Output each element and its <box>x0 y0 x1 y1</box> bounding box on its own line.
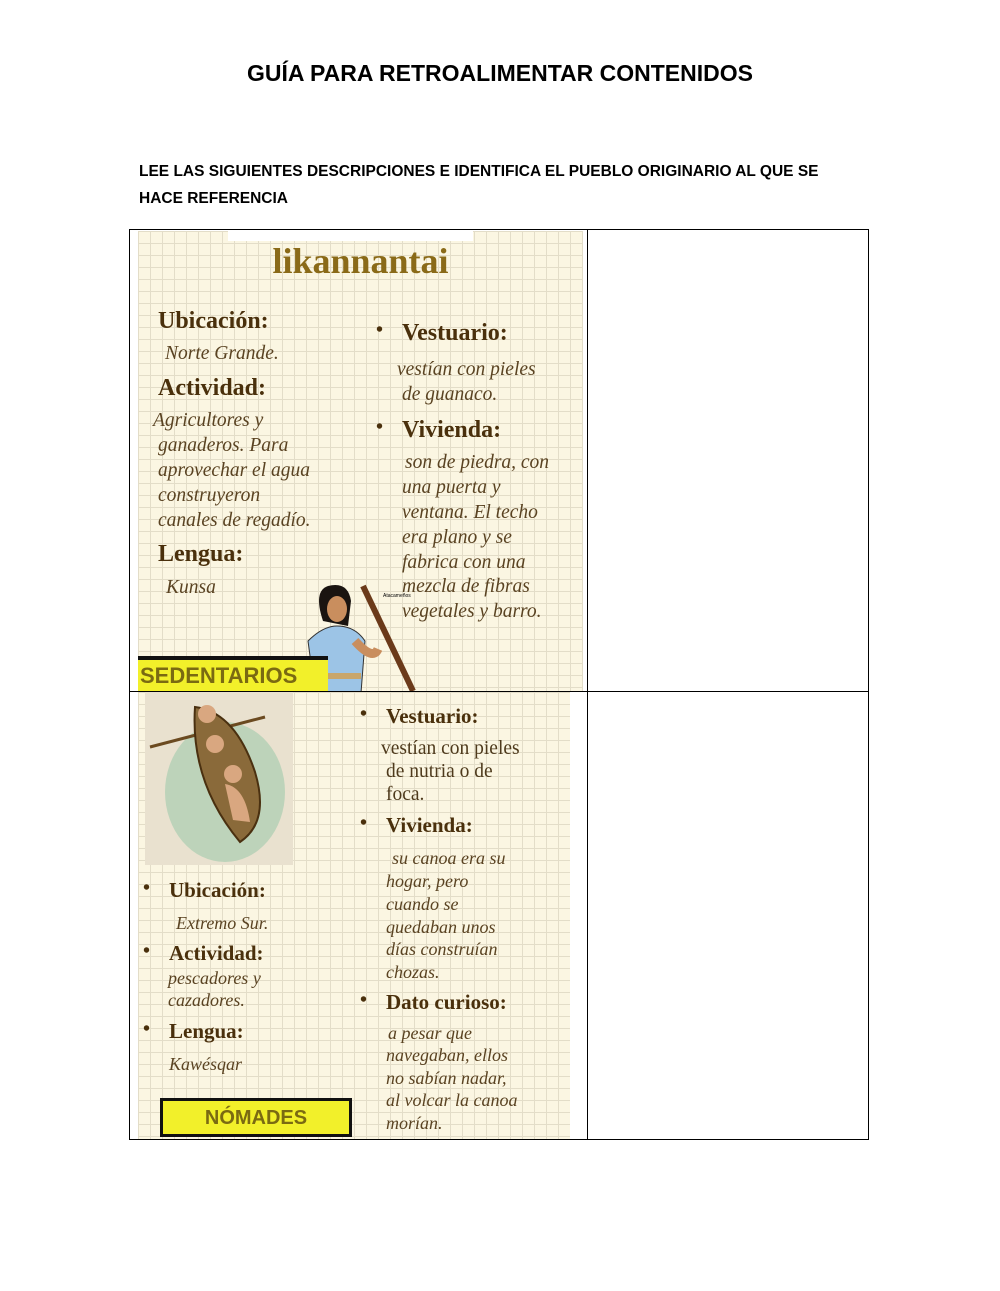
vestuario-line: vestían con pieles <box>397 359 536 380</box>
vivienda-line: su canoa era su <box>392 848 506 868</box>
vivienda-line: días construían <box>386 939 498 959</box>
vestuario-line: vestían con pieles <box>381 738 520 759</box>
card-title: likannantai <box>272 241 449 281</box>
vivienda-line: hogar, pero <box>386 871 469 891</box>
answer-cell-1[interactable] <box>588 230 868 691</box>
vestuario-line: de nutria o de <box>386 761 493 782</box>
actividad-line: cazadores. <box>168 990 245 1010</box>
answer-cell-2[interactable] <box>588 692 868 1139</box>
vivienda-line: una puerta y <box>402 477 501 498</box>
worksheet-table <box>129 229 869 1140</box>
ubicacion-value: Extremo Sur. <box>176 913 269 933</box>
figure-caption: Atacameños <box>383 593 411 599</box>
dato-line: morían. <box>386 1113 443 1133</box>
bullet-icon: • <box>376 416 384 438</box>
dato-line: navegaban, ellos <box>386 1045 508 1065</box>
vivienda-line: chozas. <box>386 962 440 982</box>
vivienda-line: ventana. El techo <box>402 502 538 523</box>
vivienda-label: Vivienda: <box>402 417 502 443</box>
actividad-line: pescadores y <box>168 968 261 988</box>
actividad-line: aprovechar el agua <box>158 460 310 481</box>
actividad-line: canales de regadío. <box>158 510 311 531</box>
bullet-icon: • <box>360 989 368 1011</box>
lengua-value: Kunsa <box>166 577 216 598</box>
vivienda-line: son de piedra, con <box>405 452 550 473</box>
dato-line: al volcar la canoa <box>386 1090 518 1110</box>
bullet-icon: • <box>143 1018 151 1040</box>
actividad-label: Actividad: <box>158 375 266 401</box>
actividad-label: Actividad: <box>169 941 264 965</box>
dato-line: no sabían nadar, <box>386 1068 507 1088</box>
lengua-label: Lengua: <box>158 541 244 567</box>
vivienda-line: fabrica con una <box>402 552 526 573</box>
instructions: LEE LAS SIGUIENTES DESCRIPCIONES E IDENTIFICA EL PUEBLO ORIGINARIO AL QUE SE HACE REFERENCIA <box>139 163 819 207</box>
vestuario-label: Vestuario: <box>386 704 479 728</box>
canoe-illustration <box>145 692 293 865</box>
vestuario-line: de guanaco. <box>402 384 498 405</box>
dato-line: a pesar que <box>388 1023 472 1043</box>
vivienda-line: era plano y se <box>402 527 512 548</box>
actividad-line: construyeron <box>158 485 261 506</box>
nomades-banner: NÓMADES <box>160 1098 352 1137</box>
bullet-icon: • <box>376 319 384 341</box>
actividad-line: ganaderos. Para <box>158 435 289 456</box>
vivienda-label: Vivienda: <box>386 813 473 837</box>
bullet-icon: • <box>143 877 151 899</box>
ubicacion-label: Ubicación: <box>158 308 269 334</box>
sedentarios-banner: SEDENTARIOS <box>138 656 328 691</box>
vestuario-line: foca. <box>386 784 425 805</box>
ubicacion-value: Norte Grande. <box>165 343 279 364</box>
people-card-1 <box>138 231 583 691</box>
ubicacion-label: Ubicación: <box>169 878 266 902</box>
bullet-icon: • <box>360 703 368 725</box>
lengua-value: Kawésqar <box>169 1054 243 1074</box>
people-card-2 <box>138 692 570 1139</box>
vivienda-line: vegetales y barro. <box>402 601 542 622</box>
dato-curioso-label: Dato curioso: <box>386 990 507 1014</box>
vestuario-label: Vestuario: <box>402 320 508 346</box>
bullet-icon: • <box>143 940 151 962</box>
actividad-line: Agricultores y <box>153 410 264 431</box>
bullet-icon: • <box>360 812 368 834</box>
vivienda-line: cuando se <box>386 894 459 914</box>
page-title: GUÍA PARA RETROALIMENTAR CONTENIDOS <box>247 60 753 86</box>
vivienda-line: quedaban unos <box>386 917 496 937</box>
lengua-label: Lengua: <box>169 1019 244 1043</box>
vivienda-line: mezcla de fibras <box>402 576 530 597</box>
